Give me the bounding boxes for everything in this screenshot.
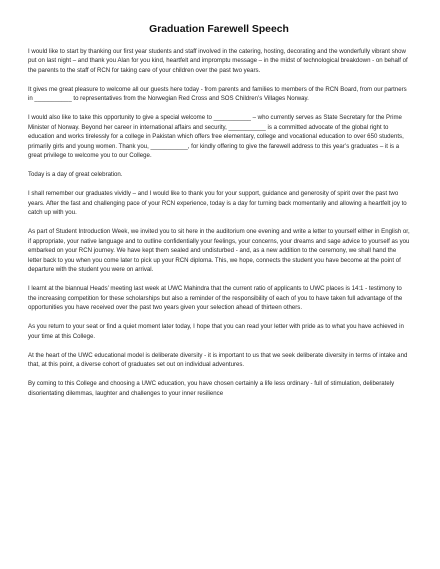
paragraph-special-welcome: I would also like to take this opportunity to give a special welcome to ___________ – who currently serves as State Secretary for the Prime Minister of Norway. Beyond her career in international affairs and security, ___________ is a committed advocate of the global right to education and works tirelessly for a college in Pakistan which offers free elementary, college and vocational education to over 650 students, primarily girls and young women. Thank you, ___________, for kindly offering to give the farewell address to this year’s graduates – it is a great privilege to welcome you to our College. (28, 114, 404, 160)
paragraph-celebration: Today is a day of great celebration. (28, 171, 123, 179)
paragraph-welcome-guests: It gives me great pleasure to welcome all our guests here today - from parents and families to members of the RCN Board, from our partners in ___________ to representatives from the Norwegian Red Cross and SOS Children’s Villages Norway. (28, 85, 407, 103)
paragraph-heads-meeting: I learnt at the biannual Heads’ meeting last week at UWC Mahindra that the current ratio of applicants to UWC places is 14:1 - testimony to the increasing competition for these scholarships but also a reminder of the responsibility of each of you to have taken full advantage of the opportunities you have received over the past two years given your selection ahead of thirteen others. (28, 285, 403, 312)
paragraph-return-seat: As you return to your seat or find a quiet moment later today, I hope that you can read your letter with pride as to what you have achieved in your time at this College. (28, 323, 404, 340)
paragraph-remember-graduates: I shall remember our graduates vividly – and I would like to thank you for your support, guidance and generosity of spirit over the past two years. After the fast and challenging pace of your RCN experience, today is a day for turning back momentarily and allowing a heartfelt joy to catch up with you. (28, 190, 407, 217)
paragraph-diversity: At the heart of the UWC educational model is deliberate diversity - it is important to us that we seek deliberate diversity in terms of intake and that, at this point, a diverse cohort of graduates set out on individual adventures. (28, 351, 408, 369)
paragraph-uwc-education: By coming to this College and choosing a UWC education, you have chosen certainly a life less ordinary - full of stimulation, deliberately disorientating dilemmas, laughter and challenges to your inner resilience (28, 380, 395, 397)
paragraph-letter: As part of Student Introduction Week, we invited you to sit here in the auditorium one evening and write a letter to yourself either in English or, if appropriate, your native language and to outline confidentially your feelings, your concerns, your dreams and sage advice to yourself as you embarked on your RCN journey. We have kept them sealed and undisturbed - and, as a new addition to the ceremony, we shall hand the letter back to you when you come later to pick up your RCN diploma. This, we hope, connects the student you have become at the point of departure with the student you were on arrival. (28, 228, 410, 274)
paragraph-thanks: I would like to start by thanking our first year students and staff involved in the catering, hosting, decorating and the wonderfully vibrant show put on last night – and thank you Alan for you kind, heartfelt and impromptu message – in the midst of technological breakdown - on behalf of the parents to the staff of RCN for taking care of your children over the past two years. (28, 48, 408, 74)
document-title: Graduation Farewell Speech (149, 24, 289, 35)
